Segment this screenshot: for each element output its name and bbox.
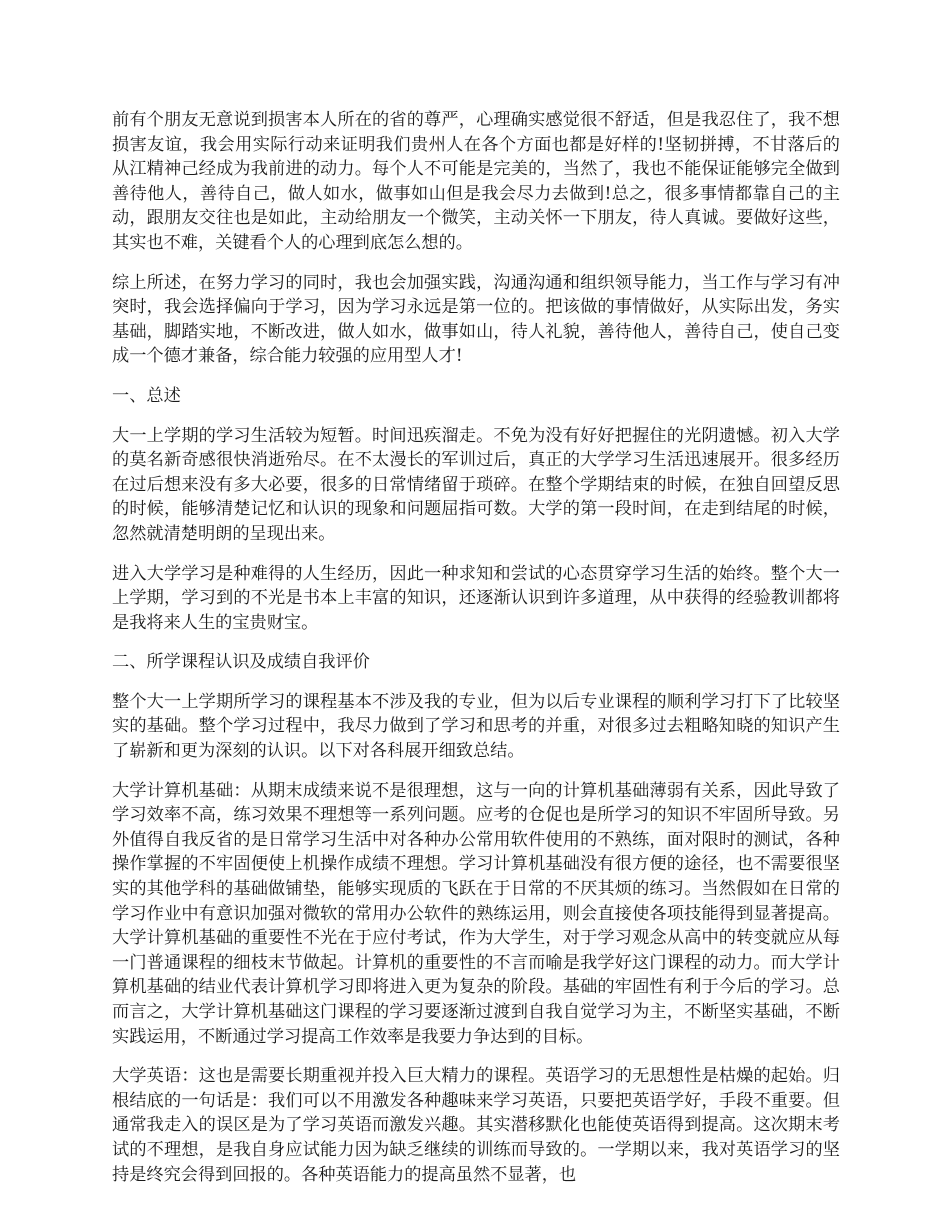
document-body [112,108,840,1202]
paragraph-friend-respect: 前有个朋友无意说到损害本人所在的省的尊严，心理确实感觉很不舒适，但是我忍住了，我不想损害友谊，我会用实际行动来证明我们贵州人在各个方面也都是好样的!坚韧拼搏，不甘落后的从江精神己经成为我前进的动力。每个人不可能是完美的，当然了，我也不能保证能够完全做到善待他人，善待自己，做人如水，做事如山但是我会尽力去做到!总之，很多事情都靠自己的主动，跟朋友交往也是如此，主动给朋友一个微笑，主动关怀一下朋友，待人真诚。要做好这些，其实也不难，关键看个人的心理到底怎么想的。 [112,110,840,253]
paragraph-overview: 大一上学期的学习生活较为短暂。时间迅疾溜走。不免为没有好好把握住的光阴遗憾。初入大学的莫名新奇感很快消逝殆尽。在不太漫长的军训过后，真正的大学学习生活迅速展开。很多经历在过后想来没有多大必要，很多的日常情绪留于琐碎。在整个学期结束的时候，在独自回望反思的时候，能够清楚记忆和认识的现象和问题屈指可数。大学的第一段时间，在走到结尾的时候，忽然就清楚明朗的呈现出来。 [112,425,840,544]
paragraph-computer-basics: 大学计算机基础：从期末成绩来说不是很理想，这与一向的计算机基础薄弱有关系，因此导致了学习效率不高，练习效果不理想等一系列问题。应考的仓促也是所学习的知识不牢固所导致。另外值得自我反省的是日常学习生活中对各种办公常用软件使用的不熟练，面对限时的测试，各种操作掌握的不牢固便使上机操作成绩不理想。学习计算机基础没有很方便的途径，也不需要很坚实的其他学科的基础做铺垫，能够实现质的飞跃在于日常的不厌其烦的练习。当然假如在日常的学习作业中有意识加强对微软的常用办公软件的熟练运用，则会直接使各项技能得到显著提高。大学计算机基础的重要性不光在于应付考试，作为大学生，对于学习观念从高中的转变就应从每一门普通课程的细枝末节做起。计算机的重要性的不言而喻是我学好这门课程的动力。而大学计算机基础的结业代表计算机学习即将进入更为复杂的阶段。基础的牢固性有利于今后的学习。总而言之，大学计算机基础这门课程的学习要逐渐过渡到自我自觉学习为主，不断坚实基础，不断实践运用，不断通过学习提高工作效率是我要力争达到的目标。 [112,780,840,1047]
section-heading-overview: 一、总述 [112,385,181,406]
section-heading-courses: 二、所学课程认识及成绩自我评价 [112,652,370,673]
paragraph-university-experience: 进入大学学习是种难得的人生经历，因此一种求知和尝试的心态贯穿学习生活的始终。整个大一上学期，学习到的不光是书本上丰富的知识，还逐渐认识到许多道理，从中获得的经验教训都将是我将来人生的宝贵财宝。 [112,563,840,633]
paragraph-courses-intro: 整个大一上学期所学习的课程基本不涉及我的专业，但为以后专业课程的顺利学习打下了比较坚实的基础。整个学习过程中，我尽力做到了学习和思考的并重，对很多过去粗略知晓的知识产生了崭新和更为深刻的认识。以下对各科展开细致总结。 [112,691,840,762]
paragraph-conclusion: 综上所述，在努力学习的同时，我也会加强实践，沟通沟通和组织领导能力，当工作与学习有冲突时，我会选择偏向于学习，因为学习永远是第一位的。把该做的事情做好，从实际出发，务实基础，脚踏实地，不断改进，做人如水，做事如山，待人礼貌，善待他人，善待自己，使自己变成一个德才兼备，综合能力较强的应用型人才! [112,272,840,367]
paragraph-english: 大学英语：这也是需要长期重视并投入巨大精力的课程。英语学习的无思想性是枯燥的起始。归根结底的一句话是：我们可以不用激发各种趣味来学习英语，只要把英语学好，手段不重要。但通常我走入的误区是为了学习英语而激发兴趣。其实潜移默化也能使英语得到提高。这次期末考试的不理想，是我自身应试能力因为缺乏继续的训练而导致的。一学期以来，我对英语学习的坚持是终究会得到回报的。各种英语能力的提高虽然不显著，也 [112,1066,840,1185]
